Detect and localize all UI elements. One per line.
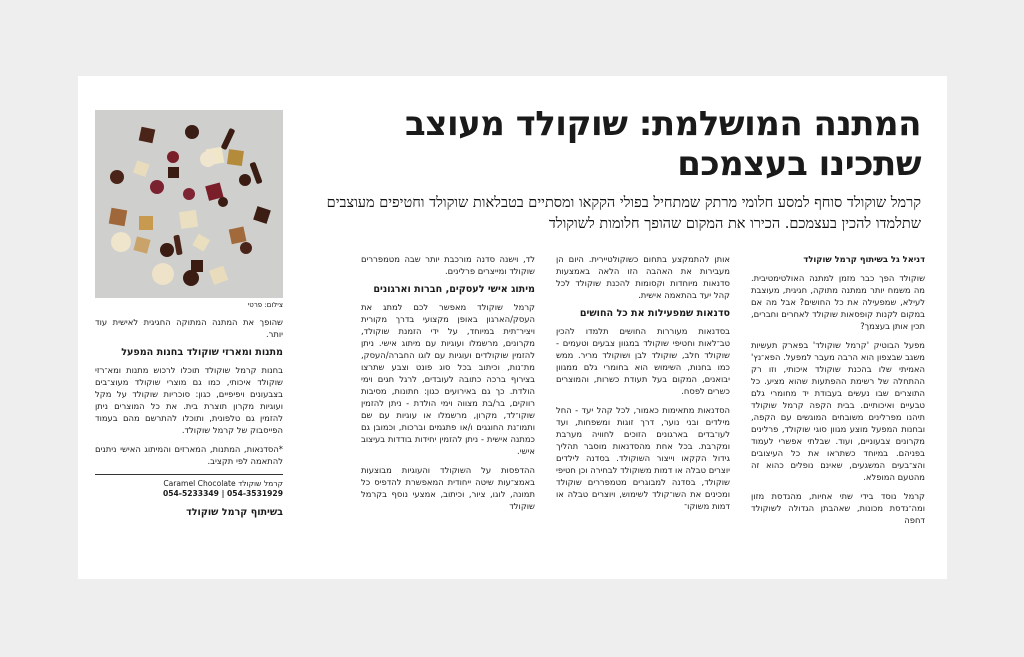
contact-name: קרמל שוקולד Caramel Chocolate [163,479,283,488]
byline: דניאל גל בשיתוף קרמל שוקולד [803,254,925,264]
paragraph: אותן להתמקצע בתחום כשוקולטיירית. היום הן מעבירות את האהבה הזו הלאה באמצעות סדנאות מיוחדות וקסומות להכנת שוקולד לכל קהל יעד בהתאמה אישית. [556,254,730,300]
paragraph: *הסדנאות, המתנות, המארזים והמיתוג האישי ניתנים להתאמה לפי תקציב. [95,444,283,466]
headline-line-1: המתנה המושלמת: שוקולד מעוצב [405,104,921,144]
paragraph: ההדפסות על השוקולד והעוגיות מבוצעות באמצ־עות שיטה ייחודית המאפשרת להדפיס כל תמונה, לוגו, ציור, וכיתוב, אמצעי נוסף בקרמל שוקולד [361,465,535,511]
headline-line-2: שתכינו בעצמכם [677,144,921,184]
article-page [78,76,947,579]
paragraph: קרמל שוקולד מאפשר לכם למתג את העסק/הארגון באופן מקצועי בדרך מקורית ויציר־תית במיוחד, על ידי הזמנת שוקולד, מקרונים, מרשמלו ועוגיות עם מיתוג אישי. ניתן להזמין שוקולדים ועוגיות עם לוגו החברה/העסק, מת־נות, וכיתוב בכל סוג פונט וצבע שתרצו בצירוף ברכה כתובה לעובדים, לרגל חגים וימי הולדת. כך גם באירועים כגון: חתונות, מסיבות רווקים, בר/בת מצווה וימי הולדת - ניתן להזמין שוקו־לד, מקרון, מרשמלו או עוגיות עם שם ותמו־נת החוגגים ו/או פתגמים וברכות, וכמובן גם כמתנה אישית - ניתן להזמין יחידות בודדות בעיצוב אישי. [361,302,535,456]
headline [281,104,921,184]
section-heading: מתנות ומארזי שוקולד בחנות המפעל [121,347,283,358]
article-column-1 [751,253,925,575]
chocolate-photo [95,110,283,298]
article-column-4 [95,316,283,578]
article-column-3 [361,253,535,575]
paragraph: לד, וישנה סדנה מורכבת יותר שבה מטמפררים שוקולד ומייצרים פרלינים. [361,254,535,276]
chocolate-assortment-image [95,110,283,298]
paragraph: שוקולד הפך כבר מזמן למתנה האולטימטיבית. מה משמח יותר ממתנה מתוקה, חגיגית, מעוצבת לעילא, שמפעילה את כל החושים? אבל מה אם במקום לקנות קופסאות שוקולד לאחרים וחברים, תכין אותן בעצמך? [751,273,925,331]
paragraph: שהופך את המתנה המתוקה החגיגית לאישית עוד יותר. [95,317,283,339]
contact-info [95,474,283,499]
section-heading: סדנאות שמפעילות את כל החושים [579,308,730,319]
paragraph: הסדנאות מתאימות כאמור, לכל קהל יעד - החל מילדים ובני נוער, דרך זוגות ומשפחות, ועד לעו־בדים בארגונים הזוכים לחוויה מערבת ומקרבת. בכל אחת מהסדנאות מוסבר תהליך גידול הקקאו וייצור השוקולד. בסדנה לילדים יוצרים טבלה או דמות משוקולד לבחירה וכן חטיפי שוקולד, בסדנה למבוגרים מטמפררים שוקולד ומכינים את השו־קולד לשימוש, ויוצרים טבלה או דמות משוקו־ [556,405,730,511]
article-column-2 [556,253,730,575]
collaboration-note: בשיתוף קרמל שוקולד [186,507,283,518]
paragraph: בסדנאות מעוררות החושים תלמדו להכין טב־לאות וחטיפי שוקולד במגוון צבעים וטעמים - שוקולד חלב, שוקולד לבן ושוקולד מריר. ממש כמו בחנות, השימוש הוא בחומרי גלם ממגוון יבואנים, המקום בעל תעודת כשרות, והמוצרים כשרים לפסח. [556,326,730,396]
paragraph: בחנות קרמל שוקולד תוכלו לרכוש מתנות ומא־רזי שוקולד איכותי, כמו גם מוצרי שוקולד מעוצ־בים בצבעונים ויפיפיים, כגון: סוכריות שוקולד על מקל ועוגיות מקרון תוצרת בית. את כל המוצרים ניתן להזמין גם טלפונית, ותוכלו להתרשם מהם בעמוד הפייסבוק של קרמל שוקולד. [95,365,283,435]
photo-credit: צילום: פרטי [247,301,283,309]
paragraph: מפעל הבוטיק 'קרמל שוקולד' בפארק תעשיות משגב שבצפון הוא הרבה מעבר למפעל. הפא־נץ' האמיתי שלו בהכנת שוקולד איכותי, וזו רק ההתחלה של רשימת ההפתעות שהוא מציע. כל התוצרים שבו נעשים בעבודת יד מחומרי גלם טבעיים ואיכותיים. בבית הקפה קרמל שוקולד תיהנו מפרלינים משובחים המוגשים עם הקפה, ובחנות המפעל מוצע מגוון סוגי שוקולד, פרלינים מקרונים צבעוניים, ועוד. שבלתי אפשרי לעמוד בפניהם. במיוחד כשתראו את כל העיצובים והצ־בעים המשגעים, שאינם נופלים כהוא זה מהטעם המופלא. [751,340,925,482]
section-heading: מיתוג אישי לעסקים, חברות וארגונים [373,284,535,295]
contact-phones: 054-3531929 | 054-5233349 [162,489,283,498]
subheadline: קרמל שוקולד סוחף למסע חלומי מרתק שמתחיל בפולי הקקאו ומסתיים בטבלאות שוקולד וחטיפים מעוצבים שתלמדו להכין בעצמכם. הכירו את המקום שהופך חלומות לשוקולד [326,195,921,232]
paragraph: קרמל נוסד בידי שתי אחיות, מהנדסת מזון ומה־נדסת מכונות, שאהבתן הגדולה לשוקולד דחפה [751,491,925,525]
